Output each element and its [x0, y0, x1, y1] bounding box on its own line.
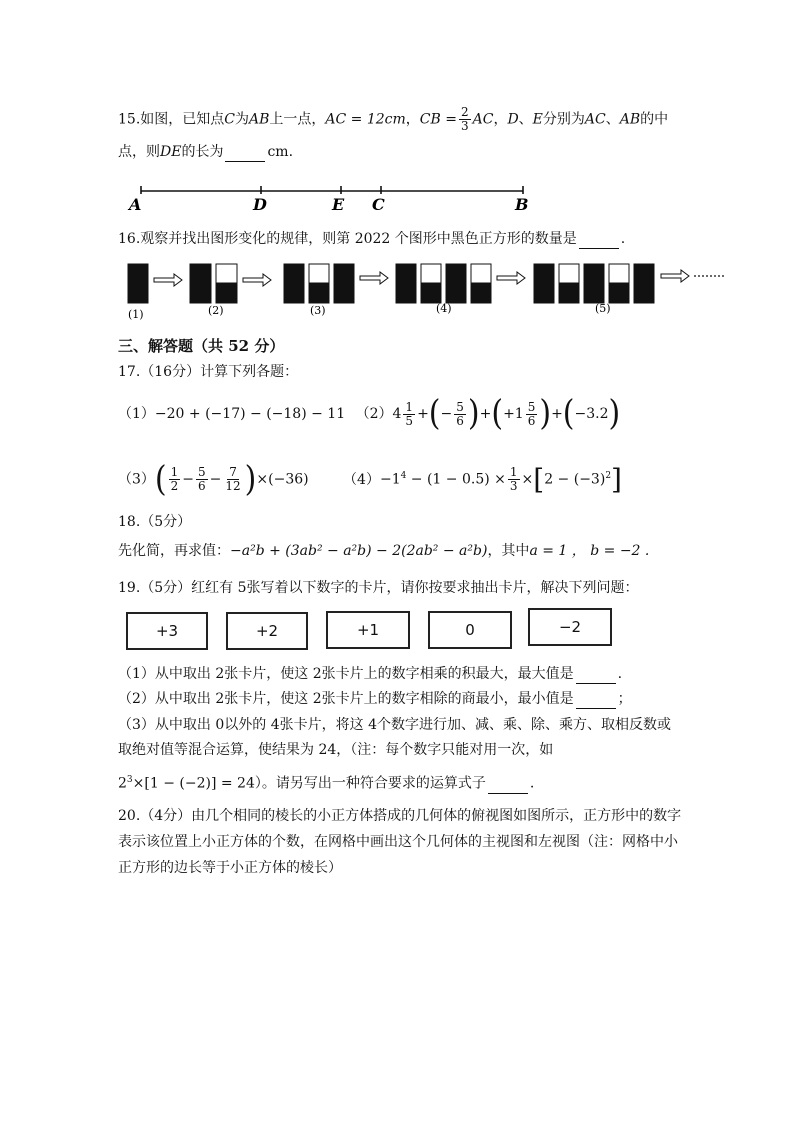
frac-den: 6	[198, 479, 206, 494]
q15-d: D	[507, 111, 519, 128]
q19-example-base: 2	[118, 775, 127, 792]
fig-label-1: (1)	[128, 308, 144, 321]
op: +	[551, 406, 563, 422]
q19-s1	[118, 664, 622, 684]
q19-s2	[118, 689, 632, 709]
section-heading: 三、解答题（共 52 分）	[118, 337, 285, 355]
q17-p2-frac2	[454, 401, 466, 428]
q17-p3-frac3	[223, 466, 242, 493]
q15-text: 的长为	[181, 144, 224, 160]
label-d: D	[253, 195, 267, 214]
q17-p2-last: −3.2	[574, 406, 609, 422]
frac-den: 3	[460, 119, 469, 133]
q19-s3a: （3）从中取出 0以外的 4张卡片，将这 4个数字进行加、减、乘、除、乘方、取相反数或	[118, 717, 671, 733]
q16-pattern-figure	[120, 258, 740, 323]
bracket: ]	[611, 462, 622, 496]
op: +	[417, 406, 429, 422]
q15-fraction	[459, 106, 471, 133]
label-e: E	[332, 195, 345, 214]
q20-line1: 20.（4分）由几个相同的棱长的小正方体搭成的几何体的俯视图如图所示，正方形中的数字	[118, 808, 682, 824]
q19-s3c-end: .	[529, 775, 535, 792]
q15-answer-blank[interactable]	[225, 147, 265, 162]
frac-num: 5	[198, 465, 206, 480]
exponent: 3	[126, 775, 133, 785]
q15-ac-equation: AC = 12cm	[325, 111, 406, 128]
frac-den: 3	[509, 479, 518, 494]
paren: )	[539, 393, 552, 434]
fig-label-4: (4)	[436, 302, 452, 315]
q19-s2-end: ；	[617, 691, 632, 707]
q19-example-expr: ×[1 − (−2)] = 24	[132, 775, 255, 792]
q16-text: .	[620, 231, 626, 247]
paren: (	[154, 458, 167, 500]
q17-p4-frac	[508, 466, 520, 493]
frac-den: 12	[225, 479, 241, 494]
fig-label-5: (5)	[595, 302, 611, 315]
q19-s2-text: （2）从中取出 2张卡片，使这 2张卡片上的数字相除的商最小，最小值是	[118, 691, 574, 707]
q15-ab: AB	[619, 111, 641, 128]
q16-answer-blank[interactable]	[579, 234, 619, 249]
q17-p3-tail: ×(−36)	[256, 471, 309, 488]
q15-de: DE	[160, 144, 182, 160]
paren: )	[244, 458, 257, 500]
q18-condition: a = 1 ， b = −2 .	[529, 543, 650, 559]
q15-text: 点，则	[118, 144, 160, 160]
q19-s3c	[118, 770, 534, 794]
q18-line	[118, 541, 649, 561]
q15-text: 15.如图，已知点	[118, 111, 225, 128]
q18-title: 18.（5分）	[118, 514, 192, 530]
frac-den: 6	[527, 413, 536, 428]
q16-text: 16.观察并找出图形变化的规律，则第 2022 个图形中黑色正方形的数量是	[118, 231, 577, 247]
q17-p2-whole: 4	[392, 406, 402, 422]
frac-num: 1	[170, 465, 179, 480]
q18-text: 先化简，再求值：	[118, 543, 230, 559]
q17-p2-frac1	[403, 401, 415, 428]
q15-text: 、	[518, 111, 533, 128]
q17-p1-expr: −20 + (−17) − (−18) − 11	[154, 406, 346, 422]
q15-line1	[118, 106, 668, 133]
q15-text: 为	[234, 111, 249, 128]
frac-num: 7	[229, 465, 237, 480]
q15-ab: AB	[248, 111, 270, 128]
q15-text: 的中	[640, 111, 669, 128]
q18-text: ，其中	[487, 543, 530, 559]
q19-title: 19.（5分）红红有 5张写着以下数字的卡片，请你按要求抽出卡片，解决下列问题：	[118, 580, 639, 596]
exponent: 2	[605, 471, 612, 481]
paren: (	[428, 393, 441, 434]
q15-text: 、	[605, 111, 620, 128]
op: +1	[503, 406, 524, 422]
q19-s3b: 取绝对值等混合运算，使结果为 24，（注：每个数字只能对用一次，如	[118, 742, 554, 758]
q15-text: 分别为	[542, 111, 585, 128]
op: ×	[521, 471, 534, 488]
q15-ac: AC	[584, 111, 606, 128]
op: −	[182, 471, 195, 488]
q17-p3-label: （3）	[118, 471, 155, 488]
bracket: [	[533, 462, 545, 496]
frac-num: 2	[460, 105, 469, 119]
card-2: +2	[226, 612, 308, 650]
q19-s1-text: （1）从中取出 2张卡片，使这 2张卡片上的数字相乘的积最大，最大值是	[118, 666, 574, 682]
q15-segment-diagram	[125, 180, 545, 215]
q17-p4-label: （4）	[343, 471, 380, 488]
q20-line2: 表示该位置上小正方体的个数，在网格中画出这个几何体的主视图和左视图（注：网格中小	[118, 834, 678, 850]
card-1: +3	[126, 612, 208, 650]
paren: )	[608, 393, 621, 434]
frac-den: 6	[456, 413, 464, 428]
q15-text: ，	[405, 111, 420, 128]
q19-s3c-text: ）。请另写出一种符合要求的运算式子	[254, 775, 486, 792]
q17-title: 17.（16分）计算下列各题：	[118, 364, 299, 380]
q15-cb-equation: CB =	[419, 111, 457, 128]
q15-point-c: C	[224, 111, 235, 128]
label-a: A	[129, 195, 142, 214]
q15-text: ，	[493, 111, 508, 128]
paren: )	[467, 393, 480, 434]
paren: (	[562, 393, 575, 434]
q17-row2	[118, 458, 622, 500]
q15-unit: cm.	[267, 144, 294, 160]
exponent: 4	[400, 471, 407, 481]
q17-p4-b: − (1 − 0.5) ×	[406, 471, 506, 488]
q17-p4-d: 2 − (−3)	[544, 471, 606, 488]
paren: (	[491, 393, 504, 434]
q15-e: E	[532, 111, 543, 128]
q15-text: 上一点，	[269, 111, 326, 128]
card-4: 0	[428, 611, 512, 649]
q19-s1-blank[interactable]	[576, 669, 616, 684]
q17-p2-label: （2）	[355, 406, 393, 422]
q19-s2-blank[interactable]	[576, 694, 616, 709]
q17-p4-a: −1	[379, 471, 401, 488]
frac-den: 5	[405, 413, 414, 428]
card-3: +1	[326, 611, 410, 649]
op: +	[479, 406, 492, 422]
label-c: C	[372, 195, 385, 214]
op: −	[440, 406, 453, 422]
q19-s1-end: .	[617, 666, 623, 682]
frac-den: 2	[170, 479, 179, 494]
frac-num: 1	[509, 465, 518, 480]
op: −	[209, 471, 222, 488]
q17-row1	[118, 393, 621, 434]
q17-p1-label: （1）	[118, 406, 155, 422]
q17-p3-frac1	[169, 466, 181, 493]
label-b: B	[515, 195, 529, 214]
frac-num: 5	[456, 399, 464, 414]
q17-p2-frac3	[526, 401, 538, 428]
fig-label-3: (3)	[310, 304, 326, 317]
q15-line2	[118, 142, 293, 162]
q15-ac: AC	[472, 111, 494, 128]
frac-num: 5	[527, 399, 536, 414]
fig-label-2: (2)	[208, 304, 224, 317]
q17-p3-frac2	[196, 466, 208, 493]
card-5: −2	[528, 608, 612, 646]
frac-num: 1	[405, 399, 414, 414]
q16-line	[118, 229, 625, 249]
q19-s3-blank[interactable]	[488, 779, 528, 794]
q20-line3: 正方形的边长等于小正方体的棱长）	[118, 860, 342, 876]
q18-expression: −a²b + (3ab² − a²b) − 2(2ab² − a²b)	[230, 543, 488, 559]
